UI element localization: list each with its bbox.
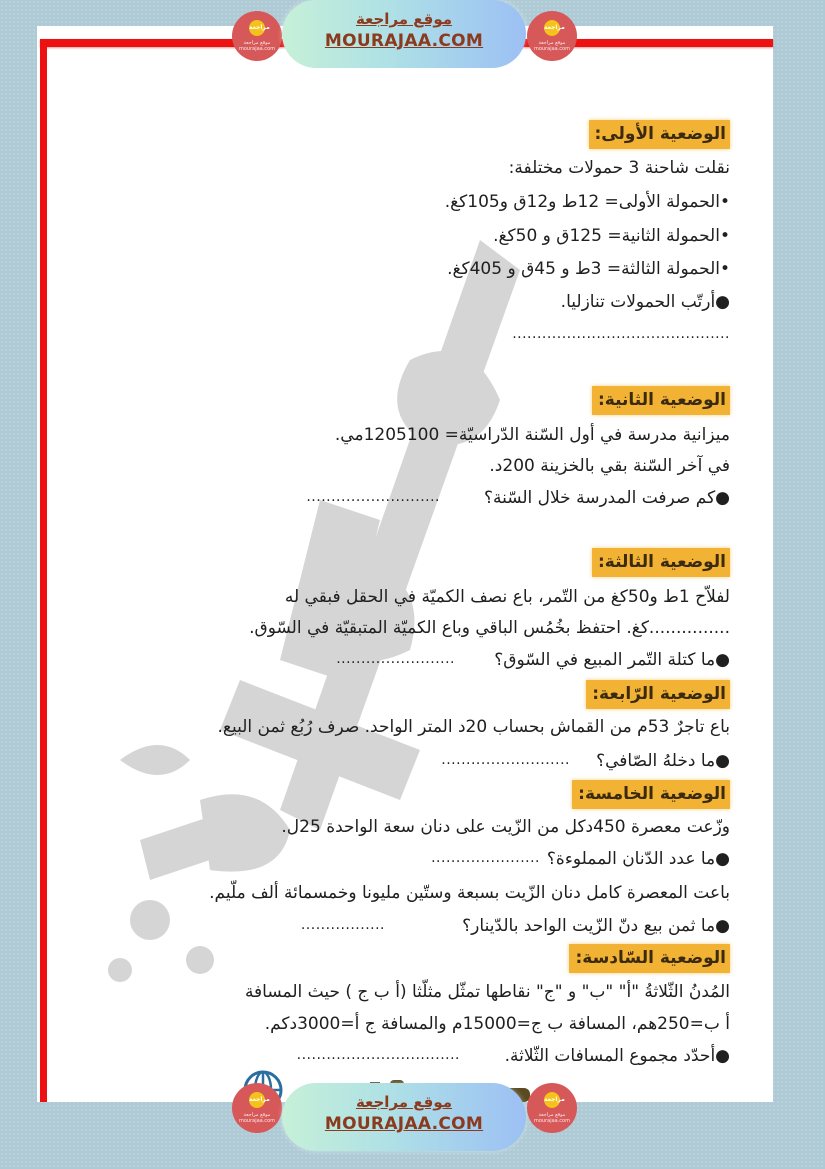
section-heading-1: الوضعية الأولى: [589, 120, 731, 149]
logo-caption-ar: موقع مراجعة [243, 1112, 271, 1118]
banner-site-link[interactable]: MOURAJAA.COM [324, 1114, 484, 1134]
section-2-question: ●كم صرفت المدرسة خلال السّنة؟ [483, 488, 730, 508]
section-6-line-2: أ ب=250هم، المسافة ب ج=15000م والمسافة ج أ=3000دكم. [264, 1014, 730, 1034]
logo-caption-ar: موقع مراجعة [538, 1112, 566, 1118]
banner-site-link[interactable]: MOURAJAA.COM [324, 31, 484, 51]
site-banner-top[interactable] [282, 0, 526, 68]
logo-badge-icon: مراجعة [249, 1092, 265, 1108]
answer-line-4[interactable]: .......................... [441, 752, 570, 768]
logo-caption-ar: موقع مراجعة [243, 40, 271, 46]
section-heading-6: الوضعية السّادسة: [569, 944, 730, 973]
logo-badge-icon: مراجعة [544, 20, 560, 36]
logo-caption-en: mourajaa.com [238, 46, 275, 52]
answer-line-3[interactable]: ........................ [336, 651, 455, 667]
section-2-line-2: في آخر السّنة بقي بالخزينة 200د. [489, 456, 730, 476]
logo-caption-ar: موقع مراجعة [538, 40, 566, 46]
red-border-left [40, 39, 47, 1102]
section-heading-2: الوضعية الثانية: [592, 386, 730, 415]
section-5-question-1: ●ما عدد الدّنان المملوءة؟ [546, 849, 730, 869]
logo-caption-en: mourajaa.com [238, 1118, 275, 1124]
site-banner-bottom[interactable] [282, 1083, 526, 1151]
section-1-question: ●أرتّب الحمولات تنازليا. [560, 292, 730, 312]
section-1-line-1: نقلت شاحنة 3 حمولات مختلفة: [508, 158, 730, 178]
section-1-line-4: •الحمولة الثالثة= 3ط و 45ق و 405كغ. [447, 259, 730, 279]
section-4-line-1: باع تاجرٌ 53م من القماش بحساب 20د المتر الواحد. صرف رُبُع ثمن البيع. [217, 717, 730, 737]
section-3-line-1: لفلاّح 1ط و50كغ من التّمر، باع نصف الكميّة في الحقل فبقي له [284, 587, 730, 607]
site-logo-top-left[interactable] [232, 11, 282, 61]
logo-badge-icon: مراجعة [544, 1092, 560, 1108]
section-5-line-2: باعت المعصرة كامل دنان الزّيت بسبعة وستّين مليونا وخمسمائة ألف ملّيم. [209, 883, 730, 903]
site-logo-top-right[interactable] [527, 11, 577, 61]
logo-caption-en: mourajaa.com [533, 46, 570, 52]
section-2-line-1: ميزانية مدرسة في أول السّنة الدّراسيّة= 1205100مي. [334, 425, 730, 445]
logo-caption [232, 1112, 282, 1124]
section-3-question: ●ما كتلة التّمر المبيع في السّوق؟ [494, 650, 730, 670]
section-heading-3: الوضعية الثالثة: [592, 548, 730, 577]
section-6-question: ●أحدّد مجموع المسافات الثّلاثة. [504, 1046, 730, 1066]
section-4-question: ●ما دخلهُ الصّافي؟ [596, 751, 730, 771]
banner-arabic-title[interactable]: موقع مراجعة [355, 1093, 453, 1111]
answer-line-5b[interactable]: ................. [300, 917, 385, 933]
site-logo-bottom-left[interactable] [232, 1083, 282, 1133]
answer-line-5a[interactable]: ...................... [431, 850, 540, 866]
answer-line-6[interactable]: ................................. [296, 1047, 460, 1063]
answer-line-1[interactable]: ............................................ [512, 326, 730, 342]
site-logo-bottom-right[interactable] [527, 1083, 577, 1133]
section-heading-5: الوضعية الخامسة: [572, 780, 730, 809]
exercise-content [130, 0, 730, 1169]
section-1-line-3: •الحمولة الثانية= 125ق و 50كغ. [493, 226, 730, 246]
section-6-line-1: المُدنُ الثّلاثةُ "أ" "ب" و "ج" نقاطها تمثّل مثلّثا (أ ب ج ) حيث المسافة [244, 982, 730, 1002]
section-heading-4: الوضعية الرّابعة: [586, 680, 730, 709]
answer-line-2[interactable]: ........................... [306, 489, 440, 505]
logo-badge-icon: مراجعة [249, 20, 265, 36]
section-5-question-2: ●ما ثمن بيع دنّ الزّيت الواحد بالدّينار؟ [462, 916, 730, 936]
section-1-line-2: •الحمولة الأولى= 12ط و12ق و105كغ. [444, 192, 730, 212]
section-5-line-1: وزّعت معصرة 450دكل من الزّيت على دنان سعة الواحدة 25ل. [281, 817, 730, 837]
section-3-line-2: ...............كغ. احتفظ بخُمُس الباقي وباع الكميّة المتبقيّة في السّوق. [249, 618, 730, 638]
banner-arabic-title[interactable]: موقع مراجعة [355, 10, 453, 28]
logo-caption-en: mourajaa.com [533, 1118, 570, 1124]
logo-caption [527, 1112, 577, 1124]
logo-caption [527, 40, 577, 52]
logo-caption [232, 40, 282, 52]
